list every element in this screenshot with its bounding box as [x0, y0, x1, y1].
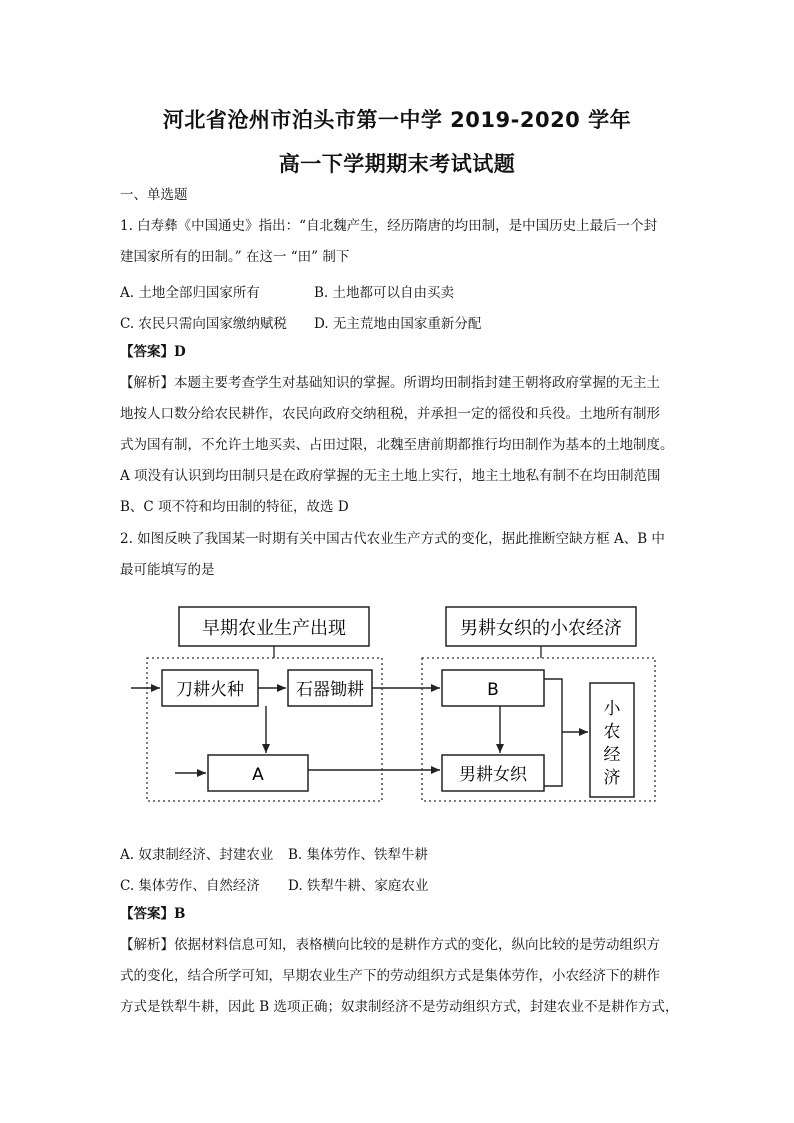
small-peasant-text: 小农经济	[603, 699, 621, 788]
slash-burn-text: 刀耕火种	[176, 680, 244, 700]
q1-analysis-line: 式为国有制，不允许土地买卖、占田过限，北魏至唐前期都推行均田制作为基本的土地制度。	[120, 437, 674, 453]
q1-option-a: A. 土地全部归国家所有	[120, 285, 260, 301]
q1-stem-line2: 建国家所有的田制。” 在这一 “田” 制下	[120, 249, 350, 265]
q1-analysis-line: 地按人口数分给农民耕作，农民向政府交纳租税，并承担一定的徭役和兵役。土地所有制形	[120, 406, 660, 422]
q2-analysis-line: 方式是铁犁牛耕，因此 B 选项正确；奴隶制经济不是劳动组织方式，封建农业不是耕作方式，	[120, 999, 679, 1015]
q2-stem-line2: 最可能填写的是	[120, 562, 215, 578]
q2-analysis-line: 【解析】依据材料信息可知，表格横向比较的是耕作方式的变化，纵向比较的是劳动组织方	[120, 937, 660, 953]
q1-option-c: C. 农民只需向国家缴纳赋税	[120, 316, 287, 332]
men-farm-text: 男耕女织	[459, 765, 527, 785]
q1-stem-line1: 1. 白寿彝《中国通史》指出：“自北魏产生，经历隋唐的均田制，是中国历史上最后一个封	[120, 218, 658, 234]
merge-bracket	[544, 679, 562, 786]
document-title: 河北省沧州市泊头市第一中学 2019-2020 学年	[162, 108, 632, 132]
box-b-text: B	[487, 680, 499, 700]
stone-hoe-text: 石器锄耕	[296, 680, 364, 700]
box-a-text: A	[252, 765, 264, 785]
q1-option-b: B. 土地都可以自由买卖	[314, 285, 455, 301]
left-header-text: 早期农业生产出现	[202, 618, 346, 639]
q1-analysis-line: B、C 项不符和均田制的特征，故选 D	[120, 499, 349, 515]
q1-answer: 【答案】D	[120, 344, 186, 360]
document-subtitle: 高一下学期期末考试试题	[278, 152, 516, 176]
q2-analysis-line: 式的变化，结合所学可知，早期农业生产下的劳动组织方式是集体劳作，小农经济下的耕作	[120, 968, 660, 984]
q1-analysis-line: A 项没有认识到均田制只是在政府掌握的无主土地上实行，地主土地私有制不在均田制范围	[120, 468, 661, 484]
q2-stem-line1: 2. 如图反映了我国某一时期有关中国古代农业生产方式的变化，据此推断空缺方框 A、B 中	[120, 531, 665, 547]
q1-analysis-line: 【解析】本题主要考查学生对基础知识的掌握。所谓均田制指封建王朝将政府掌握的无主土	[120, 375, 660, 391]
section-heading: 一、单选题	[120, 187, 188, 203]
q2-option-c: C. 集体劳作、自然经济	[120, 878, 260, 894]
q1-option-d: D. 无主荒地由国家重新分配	[314, 316, 482, 332]
q2-answer: 【答案】B	[120, 906, 186, 922]
right-header-text: 男耕女织的小农经济	[460, 618, 622, 639]
q2-option-d: D. 铁犁牛耕、家庭农业	[288, 878, 429, 894]
q2-option-b: B. 集体劳作、铁犁牛耕	[288, 847, 429, 863]
q2-option-a: A. 奴隶制经济、封建农业	[120, 847, 274, 863]
